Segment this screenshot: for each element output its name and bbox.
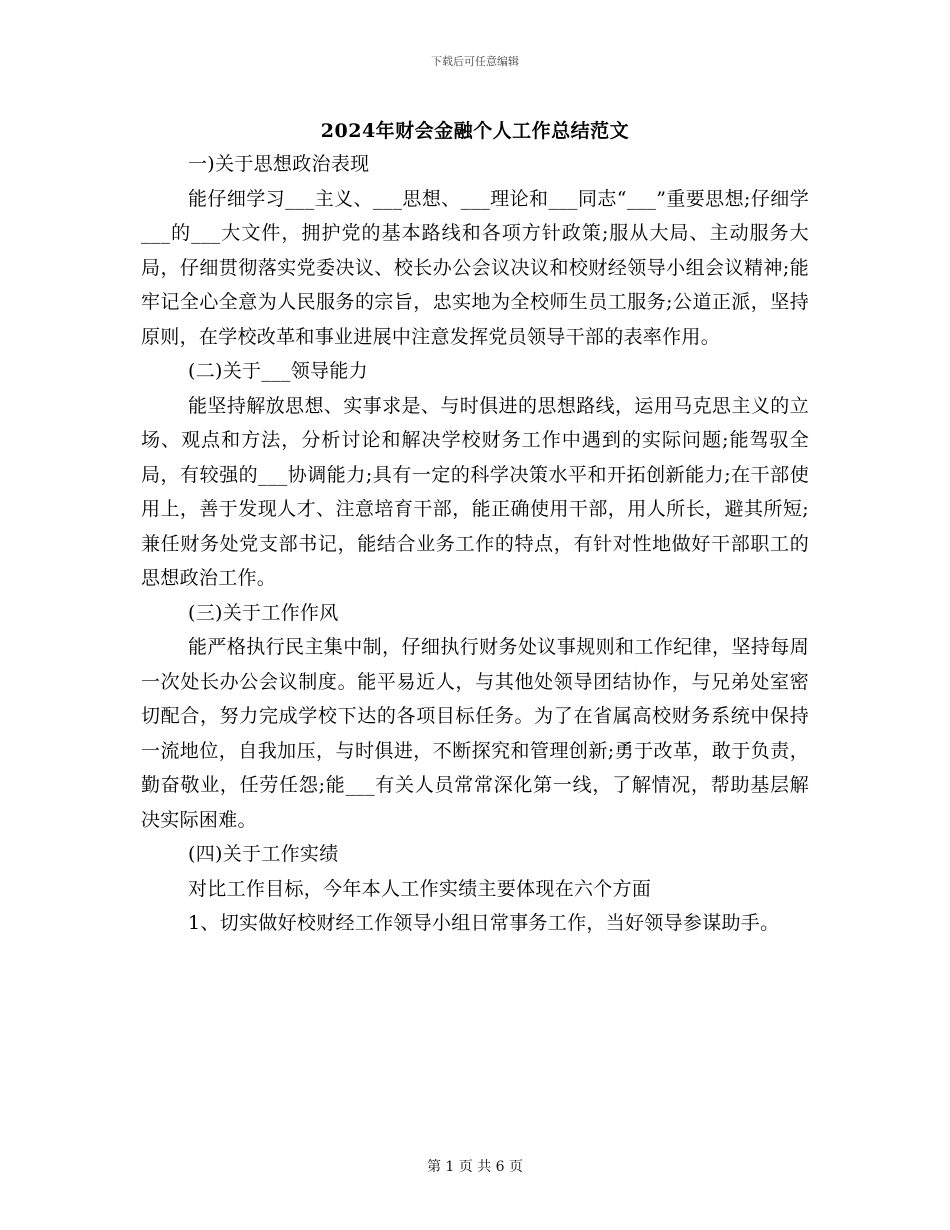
page-number: 第 1 页 共 6 页 bbox=[426, 1159, 524, 1175]
body-paragraph: 1、切实做好校财经工作领导小组日常事务工作，当好领导参谋助手。 bbox=[188, 912, 780, 934]
section-heading: (四)关于工作实绩 bbox=[188, 843, 339, 865]
body-paragraph: 能仔细学习___主义、___思想、___理论和___同志“___”重要思想;仔细学___的___大文件，拥护党的基本路线和各项方针政策;服从大局、主动服务大局，仔细贯彻落实党委决议、校长办公会议决议和校财经领导小组会议精神;能牢记全心全意为人民服务的宗旨，忠实地为全校师生员工服务;公道正派，坚持原则，在学校改革和事业进展中注意发挥党员领导干部的表率作用。 bbox=[141, 187, 809, 348]
section-heading: (三)关于工作作风 bbox=[188, 601, 339, 624]
section-heading: (二)关于___领导能力 bbox=[188, 360, 368, 382]
body-paragraph: 能坚持解放思想、实事求是、与时俱进的思想路线，运用马克思主义的立场、观点和方法，分析讨论和解决学校财务工作中遇到的实际问题;能驾驭全局，有较强的___协调能力;具有一定的科学决策水平和开拓创新能力;在干部使用上，善于发现人才、注意培育干部，能正确使用干部，用人所长，避其所短;兼任财务处党支部书记，能结合业务工作的特点，有针对性地做好干部职工的思想政治工作。 bbox=[141, 394, 809, 589]
document-title: 2024年财会金融个人工作总结范文 bbox=[320, 120, 630, 142]
section-heading: 一)关于思想政治表现 bbox=[188, 153, 370, 175]
document-body bbox=[141, 147, 809, 941]
body-paragraph: 对比工作目标，今年本人工作实绩主要体现在六个方面 bbox=[188, 877, 652, 900]
header-note: 下载后可任意编辑 bbox=[431, 55, 519, 68]
body-paragraph: 能严格执行民主集中制，仔细执行财务处议事规则和工作纪律，坚持每周一次处长办公会议制度。能平易近人，与其他处领导团结协作，与兄弟处室密切配合，努力完成学校下达的各项目标任务。为了在省属高校财务系统中保持一流地位，自我加压，与时俱进，不断探究和管理创新;勇于改革，敢于负责，勤奋敬业，任劳任怨;能___有关人员常常深化第一线，了解情况，帮助基层解决实际困难。 bbox=[141, 636, 809, 831]
